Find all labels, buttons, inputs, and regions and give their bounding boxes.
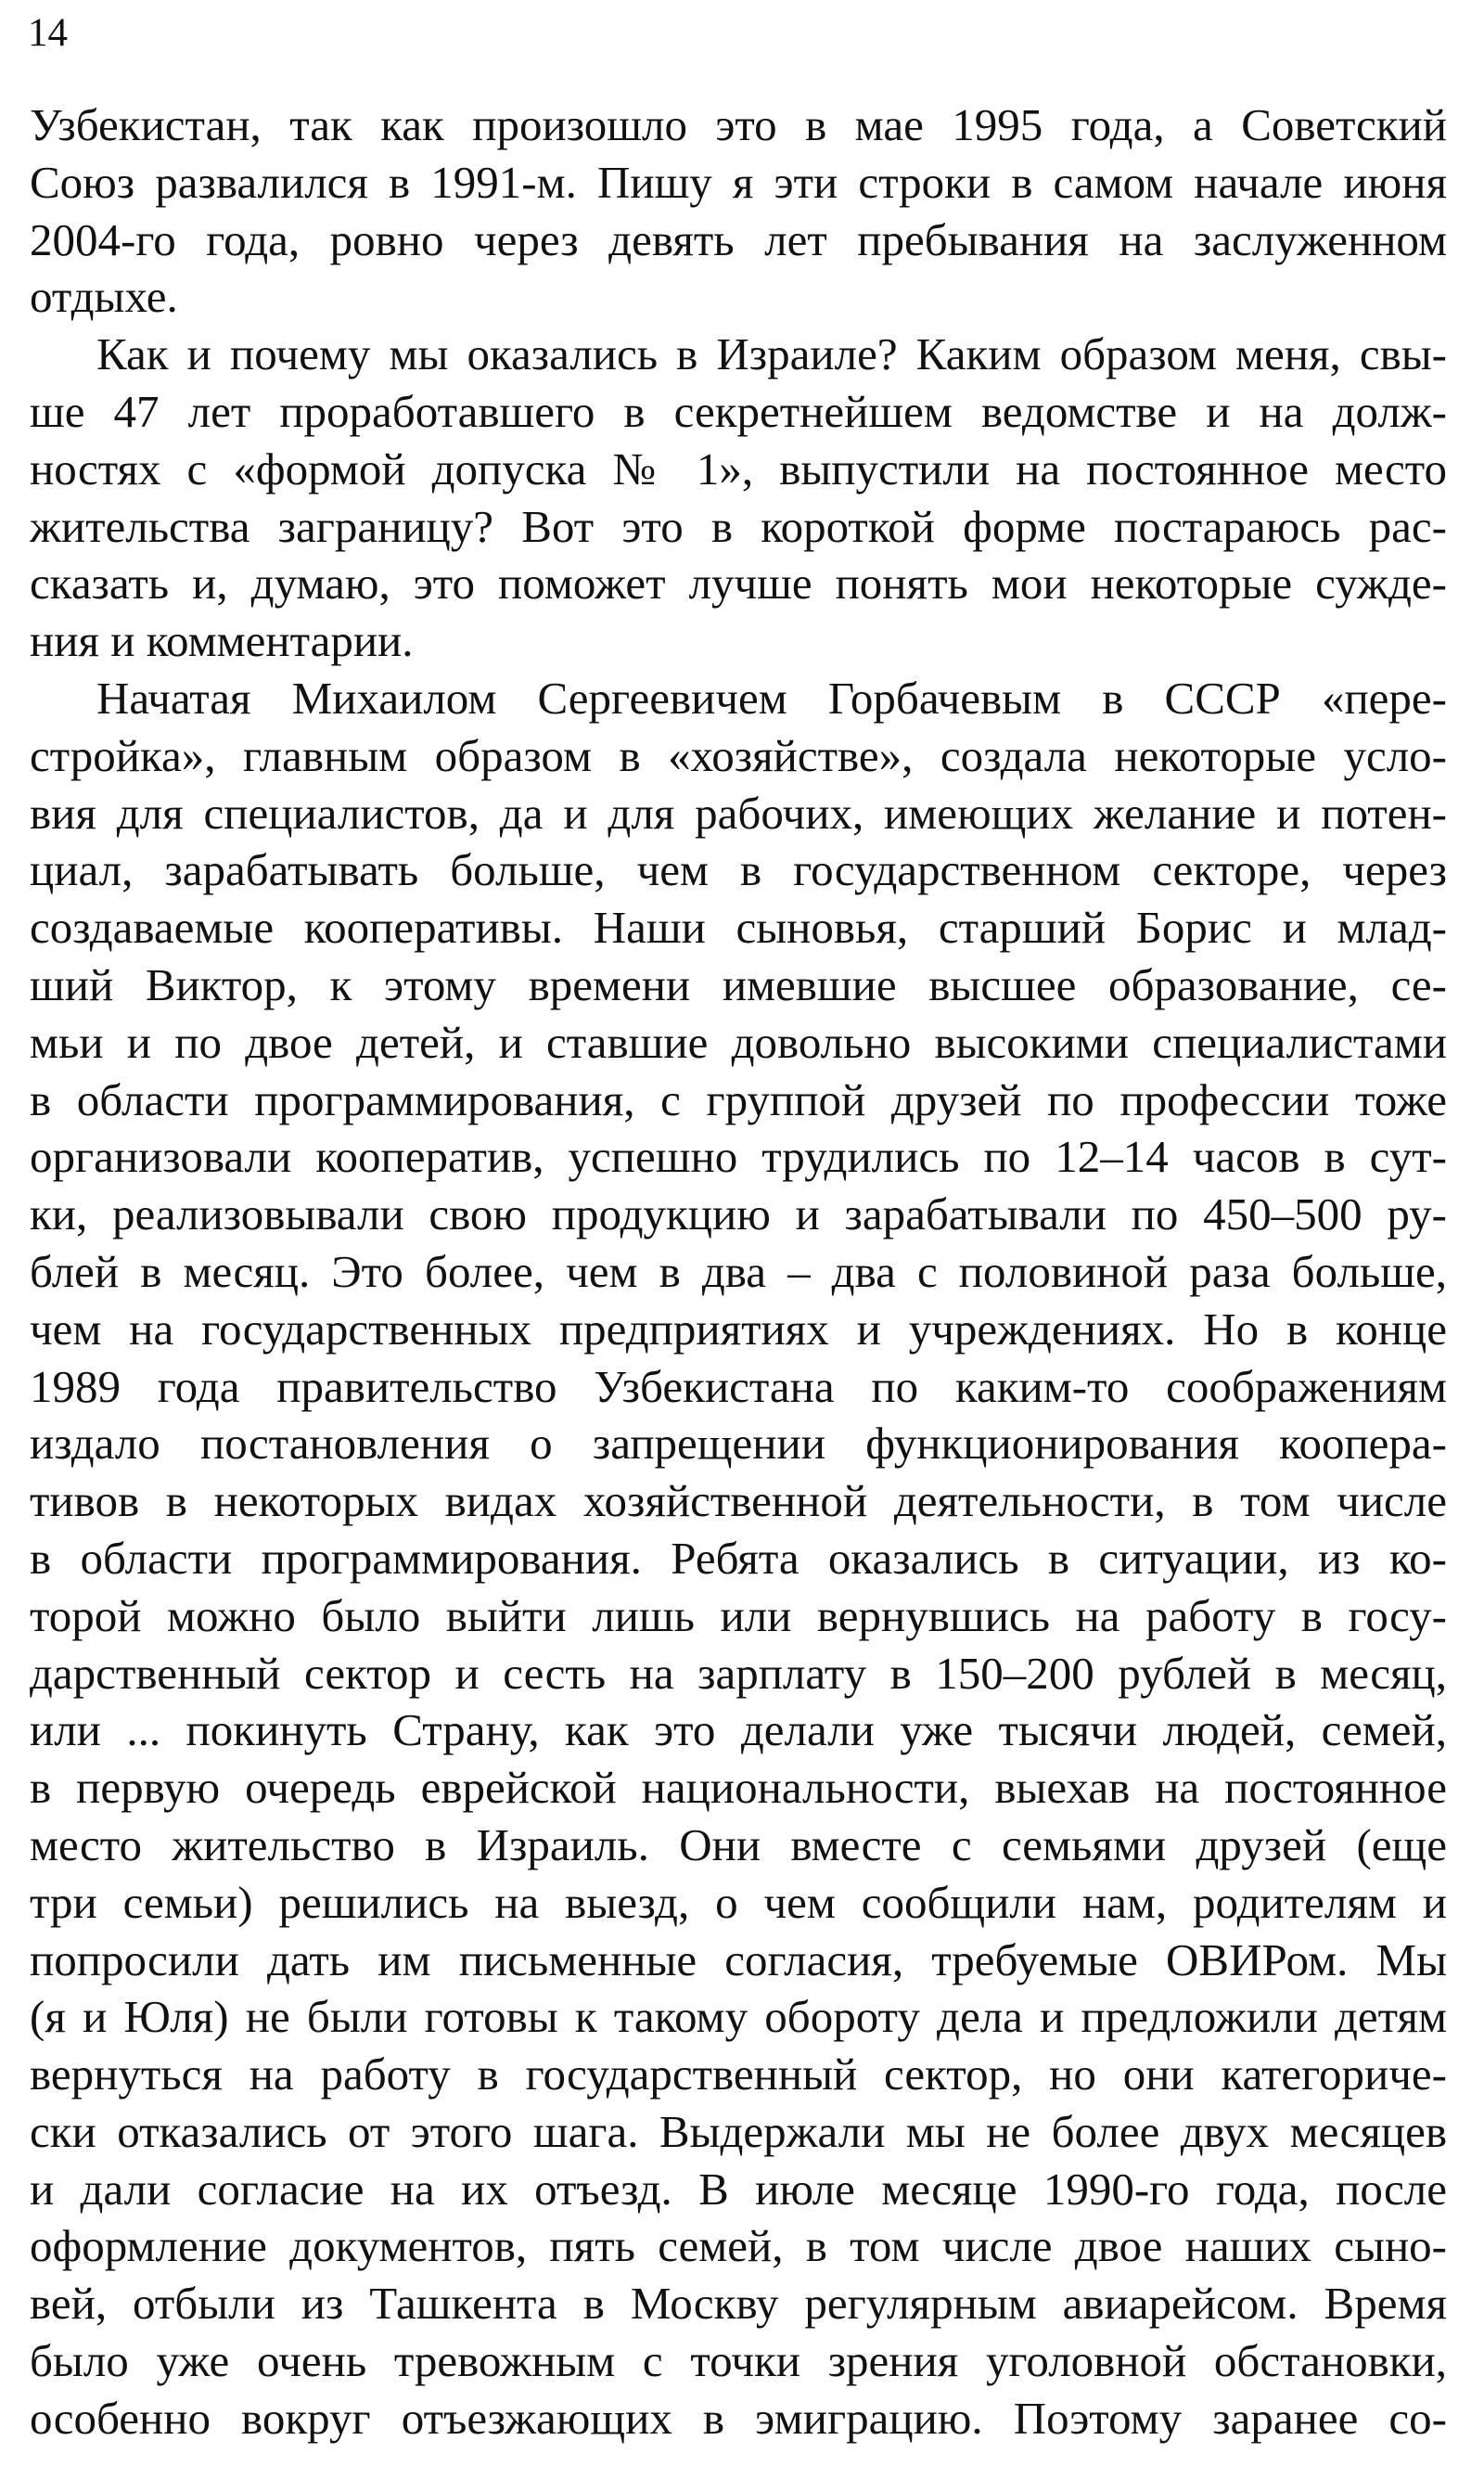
text-line: и дали согласие на их отъезд. В июле месяце 1990-го года, после	[30, 2163, 1447, 2215]
text-line: или ... покинуть Страну, как это делали уже тысячи людей, семей,	[30, 1704, 1447, 1756]
text-line: особенно вокруг отъезжающих в эмиграцию. Поэтому заранее со-	[30, 2392, 1447, 2444]
text-line: вей, отбыли из Ташкента в Москву регулярным авиарейсом. Время	[30, 2278, 1447, 2330]
text-line: блей в месяц. Это более, чем в два – два с половиной раза больше,	[30, 1245, 1447, 1297]
text-line: ше 47 лет проработавшего в секретнейшем ведомстве и на долж-	[30, 385, 1447, 437]
text-line: было уже очень тревожным с точки зрения уголовной обстановки,	[30, 2335, 1447, 2387]
text-line: вернуться на работу в государственный сектор, но они категориче-	[30, 2049, 1447, 2100]
text-line: в области программирования, с группой друзей по профессии тоже	[30, 1073, 1447, 1125]
text-line: тивов в некоторых видах хозяйственной деятельности, в том числе	[30, 1475, 1447, 1527]
text-line: ния и комментарии.	[30, 615, 414, 667]
text-line: организовали кооператив, успешно трудились по 12–14 часов в сут-	[30, 1131, 1447, 1183]
text-line: оформление документов, пять семей, в том числе двое наших сыно-	[30, 2220, 1447, 2272]
text-line: Союз развалился в 1991-м. Пишу я эти строки в самом начале июня	[30, 156, 1447, 208]
text-line: сказать и, думаю, это поможет лучше понять мои некоторые сужде-	[30, 558, 1447, 610]
page-number: 14	[28, 11, 68, 55]
text-line: стройка», главным образом в «хозяйстве», создала некоторые усло-	[30, 729, 1447, 781]
text-line: попросили дать им письменные согласия, требуемые ОВИРом. Мы	[30, 1933, 1447, 1985]
text-line: ски отказались от этого шага. Выдержали мы не более двух месяцев	[30, 2105, 1447, 2157]
text-line: вия для специалистов, да и для рабочих, имеющих желание и потен-	[30, 787, 1447, 839]
body-text	[30, 96, 1447, 2447]
text-line: жительства заграницу? Вот это в короткой форме постараюсь рас-	[30, 500, 1447, 552]
text-line: циал, зарабатывать больше, чем в государственном секторе, через	[30, 844, 1447, 896]
text-line: издало постановления о запрещении функционирования коопера-	[30, 1418, 1447, 1470]
text-line: 2004-го года, ровно через девять лет пребывания на заслуженном	[30, 213, 1447, 265]
text-line: ностях с «формой допуска № 1», выпустили на постоянное место	[30, 443, 1447, 494]
text-line: отдыхе.	[30, 271, 178, 323]
text-line: три семьи) решились на выезд, о чем сообщили нам, родителям и	[30, 1876, 1447, 1928]
text-line: (я и Юля) не были готовы к такому обороту дела и предложили детям	[30, 1991, 1447, 2043]
text-line: в области программирования. Ребята оказались в ситуации, из ко-	[30, 1532, 1447, 1584]
text-line: торой можно было выйти лишь или вернувшись на работу в госу-	[30, 1589, 1447, 1641]
text-line: мьи и по двое детей, и ставшие довольно высокими специалистами	[30, 1016, 1447, 1068]
text-line: дарственный сектор и сесть на зарплату в 150–200 рублей в месяц,	[30, 1647, 1447, 1699]
text-line: в первую очередь еврейской национальности, выехав на постоянное	[30, 1762, 1447, 1814]
text-line: Как и почему мы оказались в Израиле? Каким образом меня, свы-	[96, 328, 1447, 380]
text-line: Узбекистан, так как произошло это в мае 1995 года, а Советский	[30, 99, 1447, 150]
text-line: чем на государственных предприятиях и учреждениях. Но в конце	[30, 1303, 1447, 1355]
text-line: ки, реализовывали свою продукцию и зарабатывали по 450–500 ру-	[30, 1188, 1447, 1240]
text-line: 1989 года правительство Узбекистана по каким-то соображениям	[30, 1360, 1447, 1412]
text-line: создаваемые кооперативы. Наши сыновья, старший Борис и млад-	[30, 902, 1447, 954]
text-line: Начатая Михаилом Сергеевичем Горбачевым в СССР «пере-	[96, 672, 1447, 724]
text-line: место жительство в Израиль. Они вместе с семьями друзей (еще	[30, 1818, 1447, 1870]
text-line: ший Виктор, к этому времени имевшие высшее образование, се-	[30, 958, 1447, 1010]
